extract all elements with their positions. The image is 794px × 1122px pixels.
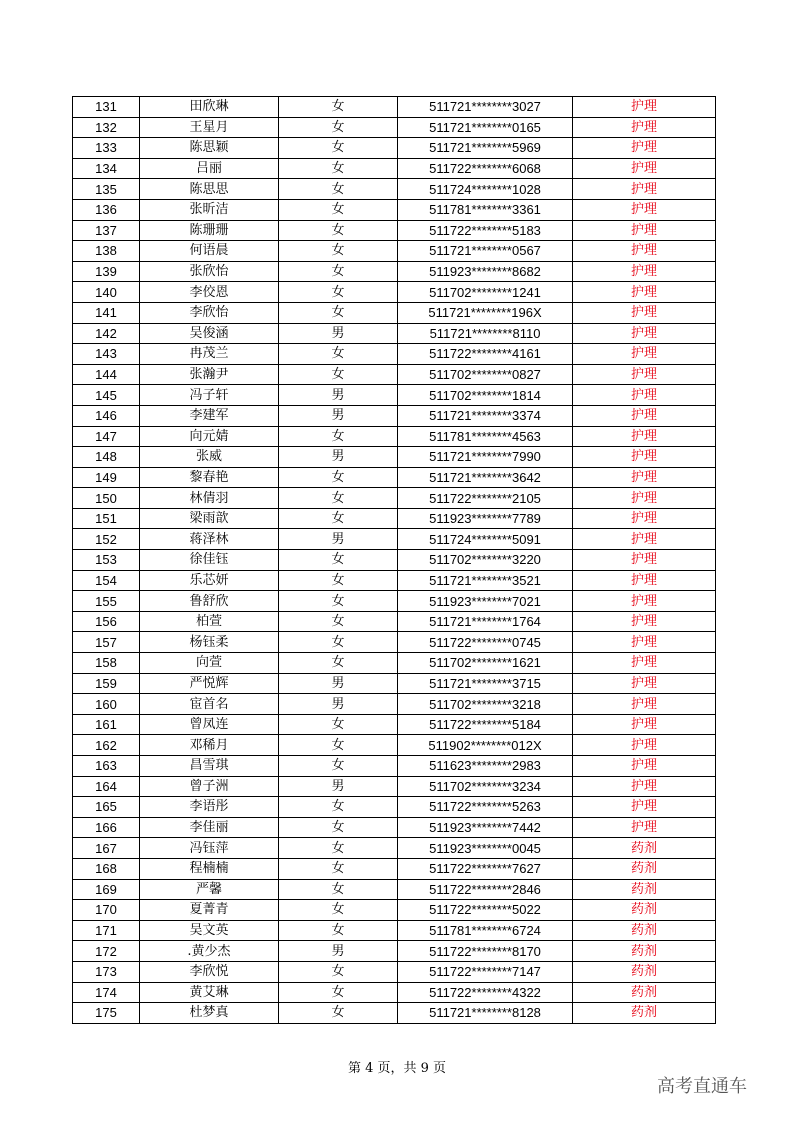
major-cell: 护理: [573, 158, 716, 179]
gender-cell: 女: [279, 261, 398, 282]
id-number-cell: 511702********1814: [398, 385, 573, 406]
id-number-cell: 511702********0827: [398, 364, 573, 385]
gender-cell: 女: [279, 961, 398, 982]
student-name-cell: 邓稀月: [140, 735, 279, 756]
major-cell: 药剂: [573, 838, 716, 859]
gender-cell: 女: [279, 550, 398, 571]
id-number-cell: 511721********3521: [398, 570, 573, 591]
gender-cell: 女: [279, 344, 398, 365]
gender-cell: 女: [279, 426, 398, 447]
gender-cell: 男: [279, 405, 398, 426]
table-row: [73, 179, 716, 200]
row-number-cell: 163: [73, 756, 140, 777]
student-name-cell: 何语晨: [140, 241, 279, 262]
row-number-cell: 150: [73, 488, 140, 509]
student-name-cell: 向元婧: [140, 426, 279, 447]
student-name-cell: 李佳丽: [140, 817, 279, 838]
table-row: [73, 653, 716, 674]
table-row: [73, 817, 716, 838]
major-cell: 护理: [573, 97, 716, 118]
major-cell: 护理: [573, 426, 716, 447]
student-name-cell: 黎春艳: [140, 467, 279, 488]
table-row: [73, 858, 716, 879]
table-row: [73, 941, 716, 962]
student-name-cell: 李欣悦: [140, 961, 279, 982]
gender-cell: 女: [279, 900, 398, 921]
table-row: [73, 467, 716, 488]
id-number-cell: 511721********7990: [398, 447, 573, 468]
major-cell: 护理: [573, 508, 716, 529]
student-name-cell: 乐芯妍: [140, 570, 279, 591]
table-row: [73, 982, 716, 1003]
table-row: [73, 879, 716, 900]
table-row: [73, 735, 716, 756]
table-row: [73, 158, 716, 179]
major-cell: 药剂: [573, 941, 716, 962]
id-number-cell: 511923********7442: [398, 817, 573, 838]
gender-cell: 女: [279, 199, 398, 220]
row-number-cell: 133: [73, 138, 140, 159]
id-number-cell: 511722********7147: [398, 961, 573, 982]
id-number-cell: 511722********2105: [398, 488, 573, 509]
gender-cell: 女: [279, 467, 398, 488]
gender-cell: 女: [279, 920, 398, 941]
student-name-cell: 程楠楠: [140, 858, 279, 879]
row-number-cell: 160: [73, 694, 140, 715]
id-number-cell: 511781********3361: [398, 199, 573, 220]
id-number-cell: 511781********4563: [398, 426, 573, 447]
id-number-cell: 511722********5184: [398, 714, 573, 735]
gender-cell: 男: [279, 447, 398, 468]
row-number-cell: 154: [73, 570, 140, 591]
id-number-cell: 511702********1241: [398, 282, 573, 303]
student-name-cell: 李建军: [140, 405, 279, 426]
row-number-cell: 172: [73, 941, 140, 962]
gender-cell: 女: [279, 138, 398, 159]
student-name-cell: 陈珊珊: [140, 220, 279, 241]
table-row: [73, 920, 716, 941]
table-row: [73, 323, 716, 344]
row-number-cell: 145: [73, 385, 140, 406]
student-name-cell: 吕丽: [140, 158, 279, 179]
row-number-cell: 143: [73, 344, 140, 365]
student-name-cell: 冯子轩: [140, 385, 279, 406]
id-number-cell: 511722********7627: [398, 858, 573, 879]
row-number-cell: 151: [73, 508, 140, 529]
student-name-cell: 林倩羽: [140, 488, 279, 509]
student-name-cell: 夏菁青: [140, 900, 279, 921]
gender-cell: 女: [279, 838, 398, 859]
row-number-cell: 158: [73, 653, 140, 674]
major-cell: 药剂: [573, 982, 716, 1003]
row-number-cell: 144: [73, 364, 140, 385]
id-number-cell: 511923********0045: [398, 838, 573, 859]
id-number-cell: 511722********4322: [398, 982, 573, 1003]
table-row: [73, 529, 716, 550]
gender-cell: 女: [279, 282, 398, 303]
id-number-cell: 511721********8128: [398, 1003, 573, 1024]
student-name-cell: 蒋泽林: [140, 529, 279, 550]
gender-cell: 女: [279, 302, 398, 323]
gender-cell: 女: [279, 220, 398, 241]
major-cell: 护理: [573, 282, 716, 303]
table-row: [73, 385, 716, 406]
major-cell: 护理: [573, 241, 716, 262]
id-number-cell: 511722********5022: [398, 900, 573, 921]
id-number-cell: 511702********3220: [398, 550, 573, 571]
major-cell: 护理: [573, 570, 716, 591]
student-name-cell: 陈思思: [140, 179, 279, 200]
table-row: [73, 550, 716, 571]
gender-cell: 女: [279, 364, 398, 385]
gender-cell: 男: [279, 776, 398, 797]
major-cell: 护理: [573, 447, 716, 468]
id-number-cell: 511702********3234: [398, 776, 573, 797]
table-row: [73, 117, 716, 138]
row-number-cell: 161: [73, 714, 140, 735]
student-name-cell: 向萱: [140, 653, 279, 674]
student-name-cell: 梁雨歆: [140, 508, 279, 529]
student-name-cell: 陈思颖: [140, 138, 279, 159]
table-row: [73, 302, 716, 323]
id-number-cell: 511724********5091: [398, 529, 573, 550]
id-number-cell: 511702********1621: [398, 653, 573, 674]
id-number-cell: 511902********012X: [398, 735, 573, 756]
major-cell: 护理: [573, 117, 716, 138]
major-cell: 药剂: [573, 900, 716, 921]
id-number-cell: 511722********0745: [398, 632, 573, 653]
id-number-cell: 511721********3374: [398, 405, 573, 426]
major-cell: 护理: [573, 817, 716, 838]
gender-cell: 女: [279, 817, 398, 838]
student-name-cell: 王星月: [140, 117, 279, 138]
student-name-cell: 严悦辉: [140, 673, 279, 694]
student-name-cell: 吴俊涵: [140, 323, 279, 344]
table-row: [73, 714, 716, 735]
student-name-cell: 鲁舒欣: [140, 591, 279, 612]
major-cell: 护理: [573, 179, 716, 200]
gender-cell: 女: [279, 97, 398, 118]
row-number-cell: 148: [73, 447, 140, 468]
table-row: [73, 591, 716, 612]
watermark: 高考直通车: [657, 1076, 747, 1097]
gender-cell: 女: [279, 508, 398, 529]
row-number-cell: 149: [73, 467, 140, 488]
student-name-cell: 张威: [140, 447, 279, 468]
id-number-cell: 511722********8170: [398, 941, 573, 962]
gender-cell: 女: [279, 591, 398, 612]
gender-cell: 女: [279, 653, 398, 674]
student-name-cell: 李欣怡: [140, 302, 279, 323]
row-number-cell: 175: [73, 1003, 140, 1024]
student-name-cell: 宦首名: [140, 694, 279, 715]
id-number-cell: 511722********6068: [398, 158, 573, 179]
major-cell: 护理: [573, 344, 716, 365]
gender-cell: 男: [279, 673, 398, 694]
roster-table: [72, 96, 716, 1024]
row-number-cell: 162: [73, 735, 140, 756]
row-number-cell: 171: [73, 920, 140, 941]
table-row: [73, 900, 716, 921]
student-name-cell: 严馨: [140, 879, 279, 900]
id-number-cell: 511722********2846: [398, 879, 573, 900]
id-number-cell: 511923********7021: [398, 591, 573, 612]
row-number-cell: 156: [73, 611, 140, 632]
row-number-cell: 136: [73, 199, 140, 220]
major-cell: 护理: [573, 323, 716, 344]
major-cell: 护理: [573, 302, 716, 323]
major-cell: 护理: [573, 591, 716, 612]
major-cell: 药剂: [573, 879, 716, 900]
gender-cell: 女: [279, 488, 398, 509]
id-number-cell: 511721********0567: [398, 241, 573, 262]
table-row: [73, 282, 716, 303]
student-name-cell: 张昕洁: [140, 199, 279, 220]
id-number-cell: 511721********3027: [398, 97, 573, 118]
table-row: [73, 797, 716, 818]
table-row: [73, 488, 716, 509]
id-number-cell: 511721********3715: [398, 673, 573, 694]
row-number-cell: 141: [73, 302, 140, 323]
gender-cell: 女: [279, 982, 398, 1003]
id-number-cell: 511923********8682: [398, 261, 573, 282]
row-number-cell: 170: [73, 900, 140, 921]
row-number-cell: 138: [73, 241, 140, 262]
id-number-cell: 511702********3218: [398, 694, 573, 715]
gender-cell: 女: [279, 611, 398, 632]
student-name-cell: 冯钰萍: [140, 838, 279, 859]
roster-body: [73, 97, 716, 1024]
row-number-cell: 137: [73, 220, 140, 241]
major-cell: 药剂: [573, 858, 716, 879]
row-number-cell: 140: [73, 282, 140, 303]
id-number-cell: 511721********3642: [398, 467, 573, 488]
student-name-cell: 吴文英: [140, 920, 279, 941]
major-cell: 护理: [573, 756, 716, 777]
row-number-cell: 166: [73, 817, 140, 838]
row-number-cell: 142: [73, 323, 140, 344]
row-number-cell: 147: [73, 426, 140, 447]
student-name-cell: 曾凤连: [140, 714, 279, 735]
page-footer: 第 4 页，共 9 页: [347, 1061, 447, 1076]
table-row: [73, 241, 716, 262]
gender-cell: 女: [279, 735, 398, 756]
row-number-cell: 169: [73, 879, 140, 900]
row-number-cell: 174: [73, 982, 140, 1003]
major-cell: 护理: [573, 550, 716, 571]
gender-cell: 女: [279, 632, 398, 653]
student-name-cell: .黄少杰: [140, 941, 279, 962]
id-number-cell: 511781********6724: [398, 920, 573, 941]
id-number-cell: 511724********1028: [398, 179, 573, 200]
table-row: [73, 261, 716, 282]
major-cell: 护理: [573, 488, 716, 509]
student-name-cell: 李语彤: [140, 797, 279, 818]
student-name-cell: 冉茂兰: [140, 344, 279, 365]
student-name-cell: 柏萱: [140, 611, 279, 632]
id-number-cell: 511923********7789: [398, 508, 573, 529]
major-cell: 护理: [573, 529, 716, 550]
student-name-cell: 杜梦真: [140, 1003, 279, 1024]
gender-cell: 男: [279, 941, 398, 962]
id-number-cell: 511722********5263: [398, 797, 573, 818]
row-number-cell: 155: [73, 591, 140, 612]
id-number-cell: 511721********0165: [398, 117, 573, 138]
gender-cell: 男: [279, 694, 398, 715]
row-number-cell: 131: [73, 97, 140, 118]
table-row: [73, 426, 716, 447]
row-number-cell: 164: [73, 776, 140, 797]
major-cell: 护理: [573, 797, 716, 818]
student-name-cell: 徐佳钰: [140, 550, 279, 571]
table-row: [73, 405, 716, 426]
major-cell: 护理: [573, 220, 716, 241]
major-cell: 护理: [573, 199, 716, 220]
table-row: [73, 344, 716, 365]
gender-cell: 女: [279, 117, 398, 138]
table-row: [73, 756, 716, 777]
row-number-cell: 135: [73, 179, 140, 200]
major-cell: 护理: [573, 405, 716, 426]
table-row: [73, 961, 716, 982]
id-number-cell: 511721********196X: [398, 302, 573, 323]
student-name-cell: 张瀚尹: [140, 364, 279, 385]
major-cell: 药剂: [573, 961, 716, 982]
row-number-cell: 146: [73, 405, 140, 426]
major-cell: 护理: [573, 776, 716, 797]
gender-cell: 男: [279, 323, 398, 344]
major-cell: 药剂: [573, 1003, 716, 1024]
major-cell: 护理: [573, 385, 716, 406]
table-row: [73, 508, 716, 529]
major-cell: 药剂: [573, 920, 716, 941]
table-row: [73, 673, 716, 694]
table-row: [73, 199, 716, 220]
student-name-cell: 杨钰柔: [140, 632, 279, 653]
gender-cell: 女: [279, 858, 398, 879]
table-row: [73, 611, 716, 632]
table-row: [73, 138, 716, 159]
gender-cell: 女: [279, 879, 398, 900]
gender-cell: 女: [279, 241, 398, 262]
table-row: [73, 97, 716, 118]
row-number-cell: 173: [73, 961, 140, 982]
table-row: [73, 776, 716, 797]
major-cell: 护理: [573, 735, 716, 756]
major-cell: 护理: [573, 138, 716, 159]
major-cell: 护理: [573, 694, 716, 715]
gender-cell: 女: [279, 797, 398, 818]
gender-cell: 女: [279, 158, 398, 179]
gender-cell: 女: [279, 756, 398, 777]
student-name-cell: 曾子洲: [140, 776, 279, 797]
row-number-cell: 132: [73, 117, 140, 138]
id-number-cell: 511623********2983: [398, 756, 573, 777]
gender-cell: 女: [279, 714, 398, 735]
major-cell: 护理: [573, 673, 716, 694]
major-cell: 护理: [573, 714, 716, 735]
student-name-cell: 张欣怡: [140, 261, 279, 282]
table-row: [73, 838, 716, 859]
id-number-cell: 511722********4161: [398, 344, 573, 365]
major-cell: 护理: [573, 364, 716, 385]
major-cell: 护理: [573, 611, 716, 632]
row-number-cell: 153: [73, 550, 140, 571]
table-row: [73, 694, 716, 715]
table-row: [73, 364, 716, 385]
gender-cell: 女: [279, 179, 398, 200]
student-name-cell: 昌雪琪: [140, 756, 279, 777]
student-name-cell: 李佼恩: [140, 282, 279, 303]
row-number-cell: 168: [73, 858, 140, 879]
table-row: [73, 220, 716, 241]
table-row: [73, 1003, 716, 1024]
gender-cell: 男: [279, 529, 398, 550]
student-name-cell: 黄艾琳: [140, 982, 279, 1003]
student-name-cell: 田欣琳: [140, 97, 279, 118]
row-number-cell: 165: [73, 797, 140, 818]
row-number-cell: 167: [73, 838, 140, 859]
major-cell: 护理: [573, 653, 716, 674]
row-number-cell: 152: [73, 529, 140, 550]
id-number-cell: 511721********5969: [398, 138, 573, 159]
row-number-cell: 134: [73, 158, 140, 179]
major-cell: 护理: [573, 261, 716, 282]
id-number-cell: 511722********5183: [398, 220, 573, 241]
id-number-cell: 511721********1764: [398, 611, 573, 632]
major-cell: 护理: [573, 632, 716, 653]
gender-cell: 女: [279, 570, 398, 591]
major-cell: 护理: [573, 467, 716, 488]
table-row: [73, 632, 716, 653]
id-number-cell: 511721********8110: [398, 323, 573, 344]
table-row: [73, 570, 716, 591]
row-number-cell: 139: [73, 261, 140, 282]
gender-cell: 男: [279, 385, 398, 406]
gender-cell: 女: [279, 1003, 398, 1024]
row-number-cell: 159: [73, 673, 140, 694]
row-number-cell: 157: [73, 632, 140, 653]
table-row: [73, 447, 716, 468]
